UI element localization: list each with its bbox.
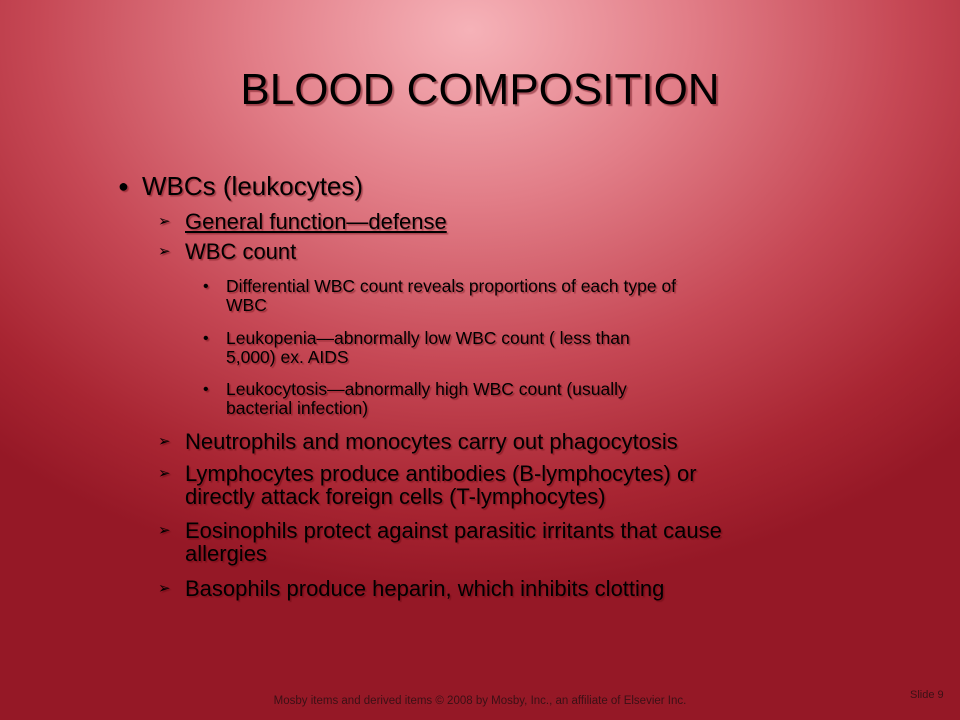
leukocytosis-item	[226, 380, 627, 418]
differential-count-line-1: Differential WBC count reveals proportions of each type of	[226, 276, 677, 296]
arrow-bullet-icon: ➢	[158, 580, 171, 597]
neutrophils-line-1: Neutrophils and monocytes carry out phagocytosis	[185, 429, 678, 454]
copyright-footer: Mosby items and derived items © 2008 by Mosby, Inc., an affiliate of Elsevier Inc.	[273, 695, 687, 707]
leukocytosis-line-1: Leukocytosis—abnormally high WBC count (usually	[226, 379, 627, 399]
dot-bullet-icon: •	[203, 278, 209, 295]
leukopenia-line-2: 5,000) ex. AIDS	[226, 347, 349, 367]
differential-count-line-2: WBC	[226, 295, 267, 315]
basophils-item	[185, 577, 664, 600]
leukopenia-item	[226, 329, 630, 367]
arrow-bullet-icon: ➢	[158, 522, 171, 539]
basophils-line-1: Basophils produce heparin, which inhibits clotting	[185, 576, 665, 601]
leukocytosis-line-2: bacterial infection)	[226, 398, 369, 418]
general-function-item: General function—defense	[185, 209, 447, 234]
wbc-heading: WBCs (leukocytes)	[142, 171, 364, 201]
neutrophils-item	[185, 430, 678, 453]
eosinophils-line-1: Eosinophils protect against parasitic irritants that cause	[185, 518, 722, 543]
lymphocytes-line-1: Lymphocytes produce antibodies (B-lymphocytes) or	[185, 461, 697, 486]
lymphocytes-item	[185, 462, 697, 508]
arrow-bullet-icon: ➢	[158, 243, 171, 260]
arrow-bullet-icon: ➢	[158, 465, 171, 482]
slide-title: BLOOD COMPOSITION	[240, 65, 720, 114]
slide-number: Slide 9	[910, 689, 944, 701]
eosinophils-item	[185, 519, 722, 565]
leukopenia-line-1: Leukopenia—abnormally low WBC count ( less than	[226, 328, 630, 348]
eosinophils-line-2: allergies	[185, 541, 267, 566]
differential-count-item	[226, 277, 676, 315]
wbc-count-item: WBC count	[185, 239, 297, 264]
round-bullet-icon: ●	[118, 176, 129, 196]
dot-bullet-icon: •	[203, 330, 209, 347]
lymphocytes-line-2: directly attack foreign cells (T-lymphocytes)	[185, 484, 606, 509]
arrow-bullet-icon: ➢	[158, 433, 171, 450]
dot-bullet-icon: •	[203, 381, 209, 398]
arrow-bullet-icon: ➢	[158, 213, 171, 230]
